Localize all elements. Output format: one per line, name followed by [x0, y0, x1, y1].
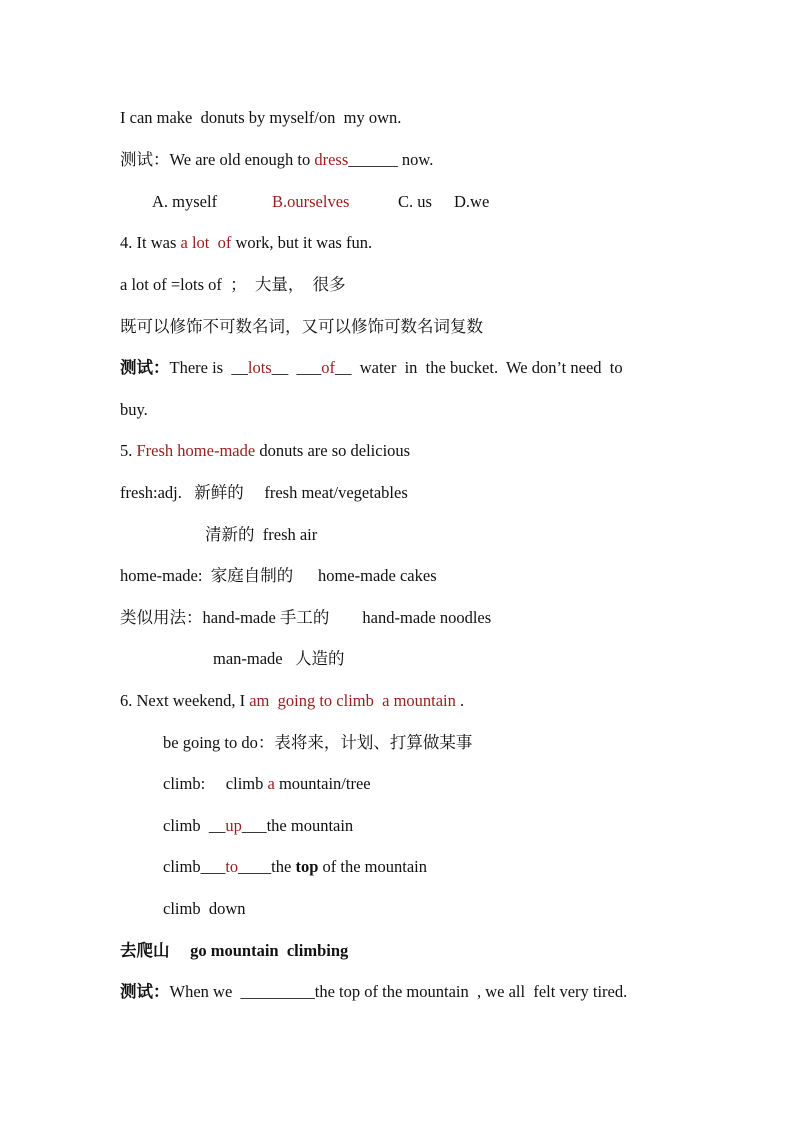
climb-to-answer: to	[225, 857, 239, 876]
line-man-made: man-made 人造的	[213, 649, 345, 668]
test-dress-answer: dress	[314, 150, 349, 169]
option-a: A. myself	[152, 192, 218, 211]
climb-up-answer: up	[225, 816, 242, 835]
climbing-cn: 去爬山	[120, 941, 170, 960]
point-4-pre: 4. It was	[120, 233, 181, 252]
line-fresh-air: 清新的 fresh air	[205, 525, 318, 544]
test-dress-pre: 测试：We are old enough to	[120, 150, 315, 169]
test-lots-t3: __ water in the bucket. We don’t need to	[334, 358, 623, 377]
line-a-lot-of-meaning: a lot of =lots of ； 大量， 很多	[120, 275, 346, 294]
climb-a-pre: climb: climb	[163, 774, 268, 793]
line-point-5	[120, 441, 410, 461]
point-4-keyword: a lot of	[180, 233, 232, 252]
line-buy: buy.	[120, 400, 148, 419]
line-climb-a	[163, 774, 371, 794]
line-be-going-to: be going to do：表将来，计划、打算做某事	[163, 733, 473, 752]
option-d: D.we	[454, 192, 490, 211]
climb-a-keyword: a	[267, 774, 275, 793]
point-6-post: .	[455, 691, 465, 710]
test-label: 测试：	[120, 982, 170, 1001]
line-can-make-donuts: I can make donuts by myself/on my own.	[120, 108, 402, 127]
line-hand-made: 类似用法：hand-made 手工的 hand-made noodles	[120, 608, 492, 627]
test-dress-post: ______ now.	[348, 150, 434, 169]
option-b: B.ourselves	[272, 192, 350, 211]
option-c: C. us	[398, 192, 432, 211]
point-6-keyword: am going to climb a mountain	[249, 691, 456, 710]
point-5-keyword: Fresh home-made	[136, 441, 256, 460]
line-climb-up	[163, 816, 353, 836]
point-6-pre: 6. Next weekend, I	[120, 691, 250, 710]
climb-to-pre: climb___	[163, 857, 226, 876]
test-lots-answer-2: of	[321, 358, 335, 377]
climb-up-post: ___the mountain	[241, 816, 354, 835]
line-go-mountain-climbing	[120, 941, 348, 961]
line-test-lots-of	[120, 358, 623, 378]
point-5-post: donuts are so delicious	[255, 441, 411, 460]
climbing-en: go mountain climbing	[190, 941, 349, 960]
test-lots-answer-1: lots	[247, 358, 272, 377]
line-fresh-adj: fresh:adj. 新鲜的 fresh meat/vegetables	[120, 483, 408, 502]
line-test-dress	[120, 150, 433, 170]
point-4-post: work, but it was fun.	[231, 233, 373, 252]
climb-a-post: mountain/tree	[274, 774, 371, 793]
test-top-text: When we _________the top of the mountain , we all felt very tired.	[169, 982, 628, 1001]
climb-to-post: of the mountain	[318, 857, 427, 876]
line-test-top-mountain	[120, 982, 627, 1002]
line-point-4	[120, 233, 372, 253]
line-usage-note: 既可以修饰不可数名词，又可以修饰可数名词复数	[120, 317, 483, 336]
line-home-made: home-made: 家庭自制的 home-made cakes	[120, 566, 437, 585]
point-5-pre: 5.	[120, 441, 137, 460]
line-point-6	[120, 691, 464, 711]
test-lots-t2: __ ___	[271, 358, 322, 377]
line-climb-to	[163, 857, 427, 877]
climb-to-bold-top: top	[295, 857, 319, 876]
test-lots-t1: There is __	[169, 358, 248, 377]
line-climb-down: climb down	[163, 899, 246, 918]
climb-up-pre: climb __	[163, 816, 226, 835]
test-label: 测试：	[120, 358, 170, 377]
climb-to-mid: ____the	[238, 857, 296, 876]
